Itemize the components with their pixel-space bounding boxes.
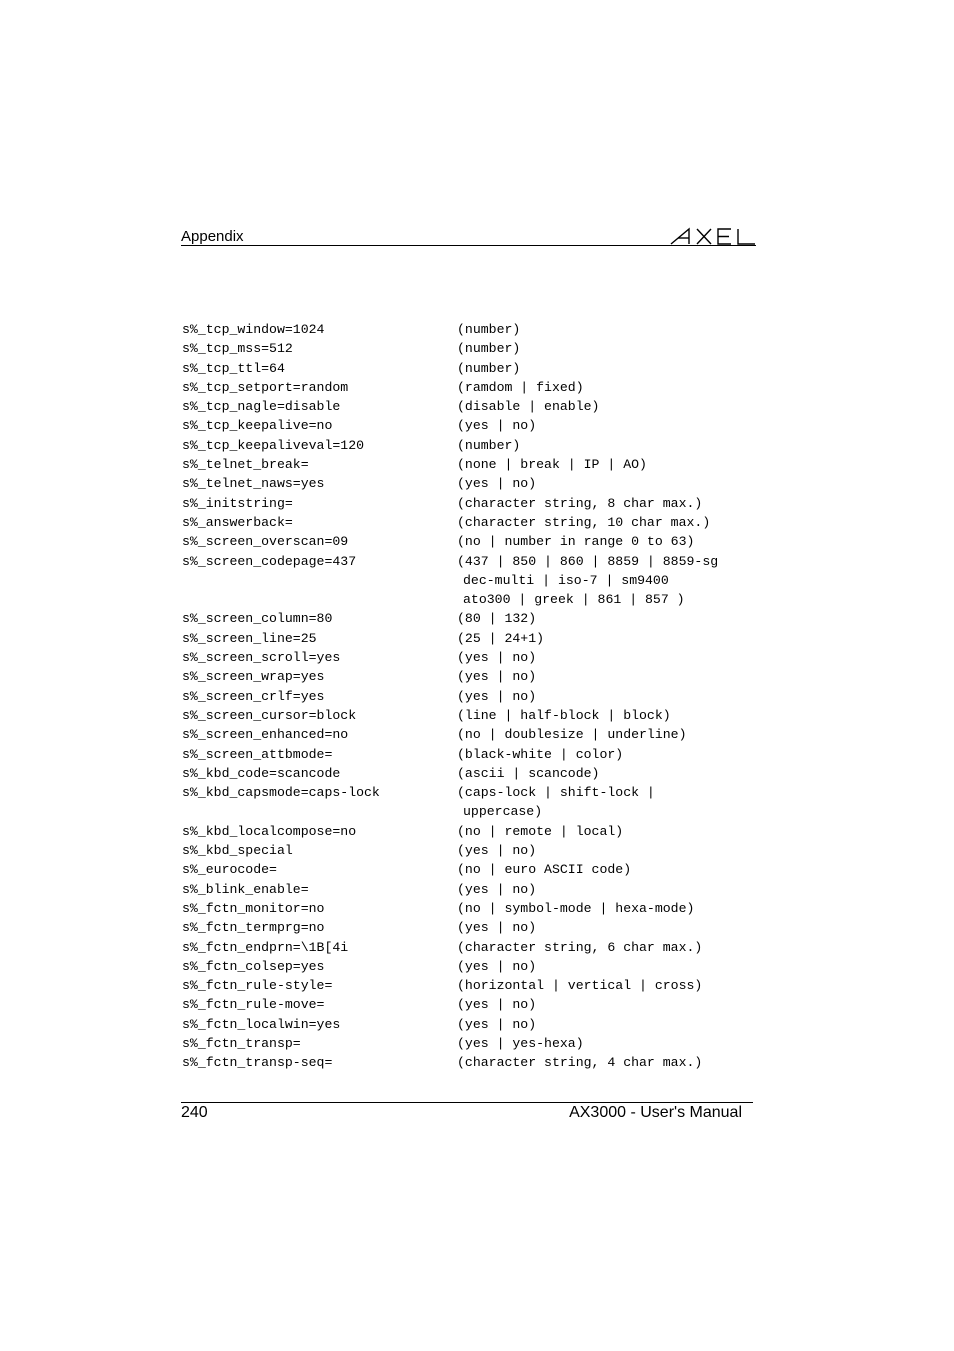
parameter-options: (horizontal | vertical | cross) xyxy=(457,978,703,994)
parameter-command: s%_screen_enhanced=no xyxy=(182,727,349,743)
parameter-row xyxy=(182,1053,754,1072)
parameter-row xyxy=(182,1015,754,1034)
parameter-options: dec-multi | iso-7 | sm9400 xyxy=(463,572,669,588)
parameter-row xyxy=(182,687,754,706)
parameter-row xyxy=(182,976,754,995)
parameter-options: (number) xyxy=(457,341,521,357)
parameter-row xyxy=(182,957,754,976)
parameter-row xyxy=(182,995,754,1014)
parameter-options: (25 | 24+1) xyxy=(457,630,545,646)
parameter-options: (yes | no) xyxy=(457,1016,537,1032)
parameter-options: (yes | no) xyxy=(457,881,537,897)
parameter-options: (yes | no) xyxy=(457,476,537,492)
parameter-options: (caps-lock | shift-lock | xyxy=(457,785,655,801)
parameter-row xyxy=(182,571,754,590)
parameter-options: (character string, 8 char max.) xyxy=(457,495,703,511)
parameter-command: s%_kbd_special xyxy=(182,843,293,859)
parameter-command: s%_screen_line=25 xyxy=(182,630,317,646)
parameter-row xyxy=(182,822,754,841)
parameter-row xyxy=(182,783,754,802)
parameter-options: (ascii | scancode) xyxy=(457,765,600,781)
parameter-command: s%_fctn_rule-move= xyxy=(182,997,325,1013)
parameter-command: s%_fctn_rule-style= xyxy=(182,978,333,994)
parameter-command: s%_tcp_setport=random xyxy=(182,379,349,395)
parameter-row xyxy=(182,918,754,937)
parameter-row xyxy=(182,899,754,918)
parameter-options: (no | remote | local) xyxy=(457,823,624,839)
parameter-options: (yes | no) xyxy=(457,669,537,685)
parameter-options: (character string, 4 char max.) xyxy=(457,1055,703,1071)
parameter-command: s%_fctn_termprg=no xyxy=(182,920,325,936)
parameter-command: s%_tcp_keepalive=no xyxy=(182,418,333,434)
parameter-options: (yes | no) xyxy=(457,997,537,1013)
parameter-command: s%_answerback= xyxy=(182,514,293,530)
parameter-options: (yes | no) xyxy=(457,920,537,936)
parameter-row xyxy=(182,648,754,667)
parameter-command: s%_fctn_colsep=yes xyxy=(182,958,325,974)
parameter-row xyxy=(182,880,754,899)
parameter-row xyxy=(182,764,754,783)
parameter-row xyxy=(182,474,754,493)
parameter-command xyxy=(182,571,457,590)
parameter-row xyxy=(182,513,754,532)
parameter-command xyxy=(182,590,457,609)
parameter-row xyxy=(182,494,754,513)
parameter-row xyxy=(182,552,754,571)
parameter-row xyxy=(182,416,754,435)
parameter-row xyxy=(182,667,754,686)
parameter-row xyxy=(182,629,754,648)
parameter-command: s%_tcp_window=1024 xyxy=(182,322,325,337)
parameter-options: (character string, 10 char max.) xyxy=(457,514,711,530)
parameter-command: s%_screen_codepage=437 xyxy=(182,553,357,569)
parameter-command: s%_fctn_localwin=yes xyxy=(182,1016,341,1032)
parameter-row xyxy=(182,841,754,860)
parameter-command: s%_screen_crlf=yes xyxy=(182,688,325,704)
parameter-options: (no | symbol-mode | hexa-mode) xyxy=(457,900,695,916)
parameter-command: s%_fctn_endprn=\1B[4i xyxy=(182,939,349,955)
parameter-command: s%_screen_attbmode= xyxy=(182,746,333,762)
parameter-command: s%_fctn_monitor=no xyxy=(182,900,325,916)
parameter-command: s%_tcp_nagle=disable xyxy=(182,399,341,415)
parameter-command: s%_telnet_naws=yes xyxy=(182,476,325,492)
parameter-command: s%_screen_wrap=yes xyxy=(182,669,325,685)
parameter-options: (number) xyxy=(457,437,521,453)
parameter-options: (none | break | IP | AO) xyxy=(457,457,647,473)
parameter-command: s%_tcp_mss=512 xyxy=(182,341,293,357)
axel-logo xyxy=(670,226,756,246)
manual-title: AX3000 - User's Manual xyxy=(569,1104,742,1121)
parameter-row xyxy=(182,745,754,764)
parameter-row xyxy=(182,590,754,609)
parameter-command: s%_telnet_break= xyxy=(182,457,309,473)
parameter-options: (yes | no) xyxy=(457,958,537,974)
parameter-options: (yes | no) xyxy=(457,688,537,704)
parameter-options: uppercase) xyxy=(463,804,543,820)
parameter-command: s%_screen_cursor=block xyxy=(182,707,357,723)
parameter-row xyxy=(182,359,754,378)
parameter-options: (ramdom | fixed) xyxy=(457,379,584,395)
parameter-options: ato300 | greek | 861 | 857 ) xyxy=(463,592,685,608)
parameter-options: (no | doublesize | underline) xyxy=(457,727,687,743)
parameter-command: s%_screen_column=80 xyxy=(182,611,333,627)
header-section-title: Appendix xyxy=(181,228,244,245)
header-rule xyxy=(181,245,756,246)
parameter-list xyxy=(182,320,754,1073)
parameter-command: s%_kbd_code=scancode xyxy=(182,765,341,781)
parameter-options: (disable | enable) xyxy=(457,399,600,415)
footer-rule xyxy=(181,1102,753,1103)
parameter-options: (no | euro ASCII code) xyxy=(457,862,632,878)
parameter-options: (yes | yes-hexa) xyxy=(457,1035,584,1051)
parameter-command: s%_tcp_keepaliveval=120 xyxy=(182,437,365,453)
parameter-command: s%_kbd_capsmode=caps-lock xyxy=(182,785,380,801)
parameter-row xyxy=(182,378,754,397)
parameter-command: s%_eurocode= xyxy=(182,862,277,878)
parameter-row xyxy=(182,938,754,957)
parameter-row xyxy=(182,397,754,416)
parameter-options: (black-white | color) xyxy=(457,746,624,762)
parameter-row xyxy=(182,436,754,455)
parameter-row xyxy=(182,455,754,474)
parameter-options: (yes | no) xyxy=(457,650,537,666)
parameter-options: (line | half-block | block) xyxy=(457,707,671,723)
parameter-command: s%_kbd_localcompose=no xyxy=(182,823,357,839)
page-number: 240 xyxy=(181,1104,208,1121)
parameter-command: s%_tcp_ttl=64 xyxy=(182,360,285,376)
parameter-command: s%_initstring= xyxy=(182,495,293,511)
parameter-row xyxy=(182,725,754,744)
parameter-row xyxy=(182,609,754,628)
parameter-command: s%_screen_scroll=yes xyxy=(182,650,341,666)
parameter-row xyxy=(182,320,754,339)
parameter-options: (character string, 6 char max.) xyxy=(457,939,703,955)
parameter-options: (number) xyxy=(457,360,521,376)
parameter-row xyxy=(182,860,754,879)
parameter-command: s%_blink_enable= xyxy=(182,881,309,897)
parameter-options: (number) xyxy=(457,322,521,337)
parameter-row xyxy=(182,802,754,821)
parameter-row xyxy=(182,1034,754,1053)
parameter-options: (no | number in range 0 to 63) xyxy=(457,534,695,550)
parameter-options: (80 | 132) xyxy=(457,611,537,627)
parameter-options: (yes | no) xyxy=(457,418,537,434)
parameter-row xyxy=(182,706,754,725)
parameter-options: (yes | no) xyxy=(457,843,537,859)
parameter-command: s%_screen_overscan=09 xyxy=(182,534,349,550)
parameter-command: s%_fctn_transp= xyxy=(182,1035,301,1051)
parameter-row xyxy=(182,339,754,358)
parameter-row xyxy=(182,532,754,551)
parameter-options: (437 | 850 | 860 | 8859 | 8859-sg xyxy=(457,553,719,569)
parameter-command: s%_fctn_transp-seq= xyxy=(182,1055,333,1071)
parameter-command xyxy=(182,802,457,821)
